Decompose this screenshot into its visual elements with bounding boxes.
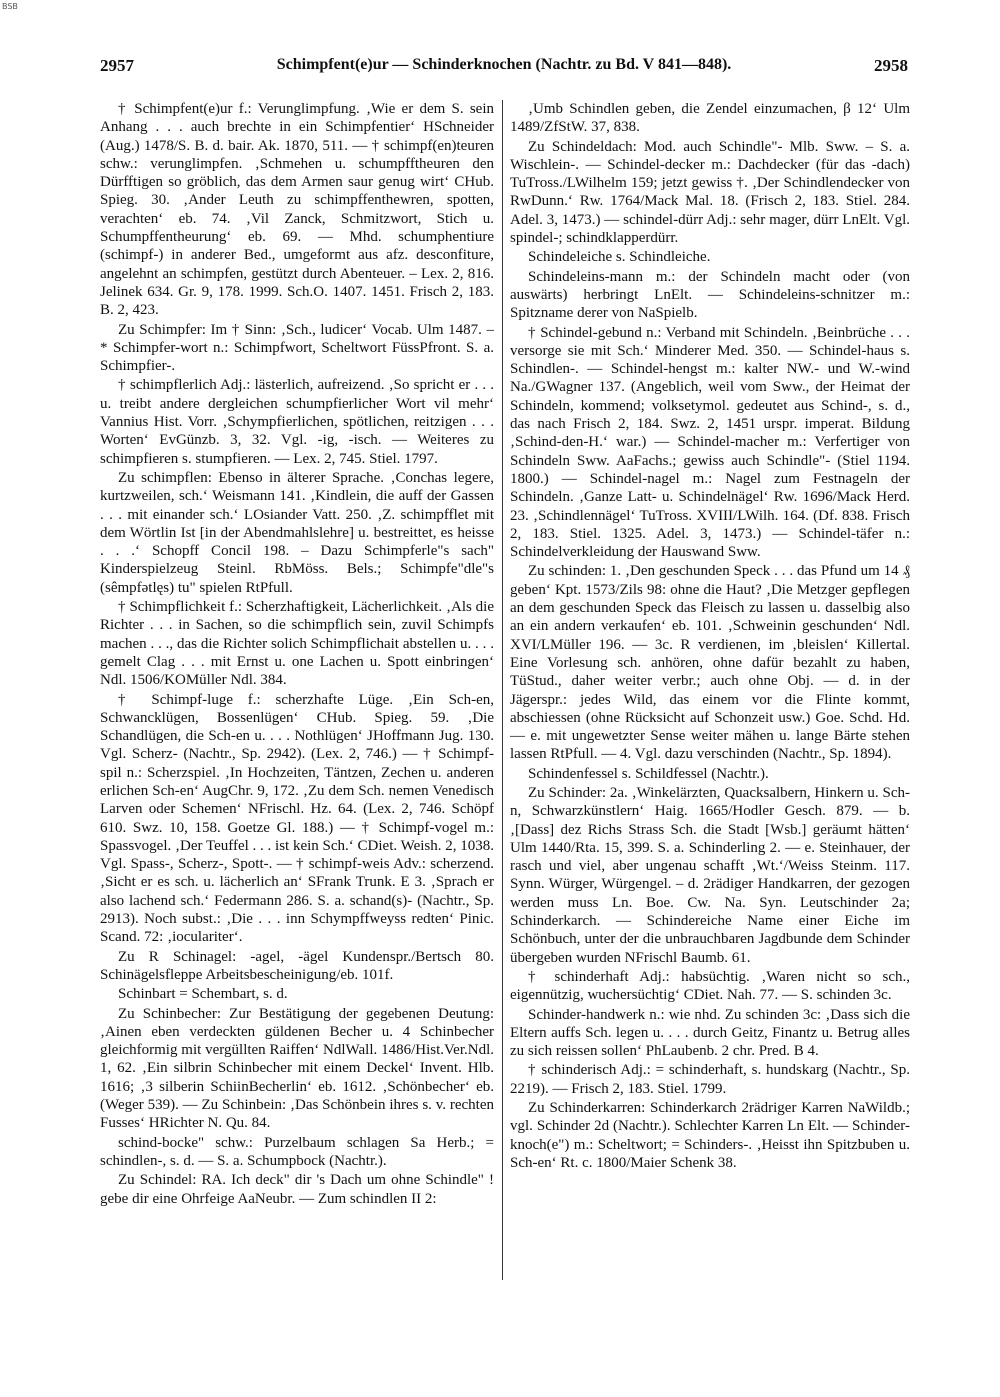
running-title: Schimpfent(e)ur — Schinderknochen (Nachtr. zu Bd. V 841—848).: [276, 56, 732, 73]
entry-schinderhaft: † schinderhaft Adj.: habsüchtig. ‚Waren nicht so sch., eigennützig, wuchersüchtig‘ CDiet. Nah. 77. — S. schinden 3c.: [510, 968, 910, 1004]
right-column: [510, 100, 910, 1300]
entry-schindeleinsmann: Schindeleins-mann m.: der Schindeln macht oder (von auswärts) herbringt LnElt. — Schindeleins-schnitzer m.: Spitzname derer von NaSpielb.: [510, 268, 910, 322]
entry-schindeldach: Zu Schindeldach: Mod. auch Schindle"- Mlb. Sww. – S. a. Wischlein-. — Schindel-decker m.: Dachdecker (für das -dach) TuTross./LWilhelm 159; jetzt gewiss †. ‚Der Schindlendecker von RwDunn.‘ Rw. 1764/Mack Mal. 18. (Frisch 2, 183. Stiel. 284. Adel. 3, 1473.) — schindel-dürr Adj.: sehr mager, dürr LnElt. Vgl. spindel-; schindklapperdürr.: [510, 138, 910, 247]
entry-schindel-gebund: † Schindel-gebund n.: Verband mit Schindeln. ‚Beinbrüche . . . versorge sie mit Sch.‘ Minderer Med. 350. — Schindel-haus s. Schindlen-. — Schindel-hengst m.: kalter NW.- und W.-wind Na./GWagner 137. (Angeblich, weil vom Sww., der Heimat der Schindeln, kommend; volksetymol. gedeutet aus Schind-, s. d., das nach Frisch 2, 184. Swz. 2, 1451 urspr. imperat. Bildung ‚Schind-den-H.‘ war.) — Schindel-macher m.: Verfertiger von Schindeln Sww. AaFachs.; gewiss auch Schindle"- (Stiel 1194. 1800.) — Schindel-nagel m.: Nagel zum Festnageln der Schindeln. ‚Ganze Latt- u. Schindelnägel‘ Rw. 1696/Mack Herd. 23. ‚Schindlennägel‘ TuTross. XVIII/LWilh. 164. (Df. 838. Frisch 2, 183. Stiel. 1325. Adel. 3, 1473.) — Schindel-täfer n.: Schindelverkleidung der Hauswand Sww.: [510, 324, 910, 561]
entry-schindeleiche: Schindeleiche s. Schindleiche.: [528, 249, 711, 266]
library-stamp: BSB: [2, 2, 18, 11]
entry-schimpfenteur: † Schimpfent(e)ur f.: Verunglimpfung. ‚Wie er dem S. sein Anhang . . . auch brechte in ein Schimpfentier‘ HSchneider (Aug.) 1478/S. B. d. bair. Ak. 1870, 511. — † schimpf(en)teuren schw.: verunglimpfen. ‚Schmehen u. schumpfftheuren den Dürfftigen so gröblich, das dem Armen saur genug wirt‘ CHub. Spieg. 30. ‚Ander Leuth zu schimpffenthewren, spotten, verachten‘ eb. 74. ‚Vil Zanck, Schmitzwort, Stich u. Schumpffentheurung‘ eb. 69. — Mhd. schumphentiure (schimpf-) in anderer Bed., umgeformt aus afz. desconfiture, angelehnt an schimpfen, gestützt durch Abenteuer. – Lex. 2, 816. Jelinek 634. Gr. 9, 178. 1999. Sch.O. 1407. 1451. Frisch 2, 183. B. 2, 423.: [100, 101, 494, 319]
entry-schinagel: Zu R Schinagel: -agel, -ägel Kundenspr./Bertsch 80. Schinägelsfleppe Arbeitsbescheinigung/eb. 101f.: [100, 948, 494, 983]
page-number-left: 2957: [100, 56, 134, 75]
entry-schinbecher: Zu Schinbecher: Zur Bestätigung der gegebenen Deutung: ‚Ainen eben verdeckten güldenen Becher u. 4 Schinbecher gleichformig mit vergüllten Raiffen‘ NdlWall. 1486/Hist.Ver.Ndl. 1, 62. ‚Ein silbrin Schinbecher mit einem Deckel‘ Invent. Hlb. 1616; ‚3 silberin SchiinBecherlin‘ eb. 1612. ‚Schönbecher‘ eb. (Weger 539). — Zu Schinbein: ‚Das Schönbein ihres s. v. rechten Fusses‘ HRichter N. Qu. 84.: [100, 1005, 494, 1132]
left-column: [100, 100, 494, 1300]
entry-schimpfer: Zu Schimpfer: Im † Sinn: ‚Sch., ludicer‘ Vocab. Ulm 1487. – * Schimpfer-wort n.: Schimpfwort, Scheltwort FüssPfront. S. a. Schimpfier-.: [100, 321, 494, 375]
entry-schimpflerlich: † schimpflerlich Adj.: lästerlich, aufreizend. ‚So spricht er . . . u. treibt andere dergleichen schumpfierlicher Wort vil mehr‘ Vannius Hist. Vorr. ‚Schympfierlichen, spötlichen, reitzigen . . . Worten‘ EvGünzb. 3, 32. Vgl. -ig, -isch. — Weiteres zu schimpfieren s. stumpfieren. — Lex. 2, 745. Stiel. 1797.: [100, 377, 494, 467]
entry-schinderisch: † schinderisch Adj.: = schinderhaft, s. hundskarg (Nachtr., Sp. 2219). — Frisch 2, 183. Stiel. 1799.: [510, 1062, 910, 1097]
entry-schinder: Zu Schinder: 2a. ‚Winkelärzten, Quacksalbern, Hinkern u. Sch-n, Schwarzkünstlern‘ Haig. 1665/Hodler Gesch. 879. — b. ‚[Dass] dez Richs Strass Sch. die Stadt [Wsb.] geräumt hätten‘ Ulm 1440/Rta. 15, 399. S. a. Schinderling 2. — e. Steinhauer, der rasch und viel, aber ungenau schafft ‚Wt.‘/Weiss Steinm. 117. Synn. Würger, Würgengel. – d. 2rädiger Handkarren, der gezogen werden muss Ln. Boe. Cw. Na. Syn. Leutschinder 2a; Schinderkarch. — Schindereiche Name einer Eiche im Schönbuch, unter der die unbrauchbaren Jagdbunde dem Schinder übergeben wurden NFrischl Baumb. 61.: [510, 784, 910, 966]
entry-schinbart: Schinbart = Schembart, s. d.: [118, 986, 288, 1003]
entry-schindel: Zu Schindel: RA. Ich deck" dir 's Dach um ohne Schindle" ! gebe dir eine Ohrfeige AaNeubr. — Zum schindlen II 2:: [100, 1172, 494, 1207]
entry-schinder-handwerk: Schinder-handwerk n.: wie nhd. Zu schinden 3c: ‚Dass sich die Eltern auffs Sch. legen u. . . . durch Geitz, Finantz u. Betrug alles zu sich reissen sollen‘ PhLaubenb. 2 chr. Pred. B 4.: [510, 1006, 910, 1060]
entry-schindenfessel: Schindenfessel s. Schildfessel (Nachtr.).: [528, 765, 769, 782]
entry-schind-bocken: schind-bocke" schw.: Purzelbaum schlagen Sa Herb.; = schindlen-, s. d. — S. a. Schumpbock (Nachtr.).: [100, 1134, 494, 1169]
entry-schimpflichkeit: † Schimpflichkeit f.: Scherzhaftigkeit, Lächerlichkeit. ‚Als die Richter . . . in Sachen, so die schimpflich sein, zuvil Schimpfs machen . . ., das die Richter solich Schimpflichait abstellen u. . . . gemelt Clag . . . mit Ernst u. one Lachen u. Spott einbringen‘ Ndl. 1506/KOMüller Ndl. 384.: [100, 599, 494, 689]
page-number-right: 2958: [874, 56, 908, 75]
column-divider: [502, 100, 503, 1280]
entry-schimpflen: Zu schimpflen: Ebenso in älterer Sprache. ‚Conchas legere, kurtzweilen, sch.‘ Weismann 141. ‚Kindlein, die auff der Gassen . . . mit einander sch.‘ LOsiander Vatt. 250. ‚Z. schimpfflet mit dem Wörtlin Ist [in der Abendmahlslehre] u. bestreittet, es heisse . . .‘ Schopff Concil 198. – Dazu Schimpferle"s sach" Kinderspielzeug Steinl. RbMöss. Bels.; Schimpfe"dle"s (sêmpfətlęs) tu" spielen RtPfull.: [100, 469, 494, 596]
page-header: [100, 56, 908, 82]
entry-schindlen-continued: ‚Umb Schindlen geben, die Zendel einzumachen, β 12‘ Ulm 1489/ZfStW. 37, 838.: [510, 101, 910, 136]
entry-schinderkarren: Zu Schinderkarren: Schinderkarch 2rädriger Karren NaWildb.; vgl. Schinder 2d (Nachtr.). Schlechter Karren Ln Elt. — Schinder-knoch(e") m.: Scheltwort; = Schinders-. ‚Heisst ihn Spitzbuben u. Sch-en‘ Rt. c. 1800/Maier Schenk 38.: [510, 1100, 910, 1171]
entry-schimpf-luge: † Schimpf-luge f.: scherzhafte Lüge. ‚Ein Sch-en, Schwancklügen, Bossenlügen‘ CHub. Spieg. 59. ‚Die Schandlügen, die Sch-en u. . . . Nothlügen‘ JHoffmann Jug. 130. Vgl. Scherz- (Nachtr., Sp. 2942). (Lex. 2, 746.) — † Schimpf-spil n.: Scherzspiel. ‚In Hochzeiten, Täntzen, Zechen u. anderen erlichen Sch-en‘ AugChr. 9, 172. ‚Zu dem Sch. nemen Venedisch Larven oder Schemen‘ NFrischl. Hz. 64. (Lex. 2, 746. Schöpf 610. Swz. 10, 158. Goetze Gl. 188.) — † Schimpf-vogel m.: Spassvogel. ‚Der Teuffel . . . ist kein Sch.‘ CDiet. Weish. 2, 1038. Vgl. Spass-, Scherz-, Spott-. — † schimpf-weis Adv.: scherzend. ‚Sicht er es sch. u. lächerlich an‘ SFrank Trunk. E 3. ‚Sprach er also lachend sch.‘ Federmann 286. S. a. schand(s)- (Nachtr., Sp. 2913). Noch subst.: ‚Die . . . inn Schympffweyss redten‘ Pinic. Scand. 72: ‚iocularitеr‘.: [100, 691, 494, 946]
entry-schinden: Zu schinden: 1. ‚Den geschunden Speck . . . das Pfund um 14 ₰ geben‘ Kpt. 1573/Zils 98: ohne die Haut? ‚Die Metzger gepflegen an dem geschunden Speck das Fleisch zu lassen u. dasselbig also an ein andern verkaufen‘ eb. 101. ‚Schweinin geschunden‘ Ndl. XVI/LMüller 196. — 3c. R verdienen, im ‚bleislen‘ Killertal. Eine Vorlesung sch. anhören, ohne dafür bezahlt zu haben, TüStud., daher weiter verbr.; auch ohne Obj. — d. in der Jägerspr.: jedes Wild, das einem vor die Flinte kommt, abschiessen (ohne Rücksicht auf Schonzeit usw.) Goe. Schd. Hd. — e. mit ungewetzter Sense weiter mähen u. lange Bärte stehen lassen RtPfull. — 4. Vgl. dazu verschinden (Nachtr., Sp. 1894).: [510, 563, 910, 763]
